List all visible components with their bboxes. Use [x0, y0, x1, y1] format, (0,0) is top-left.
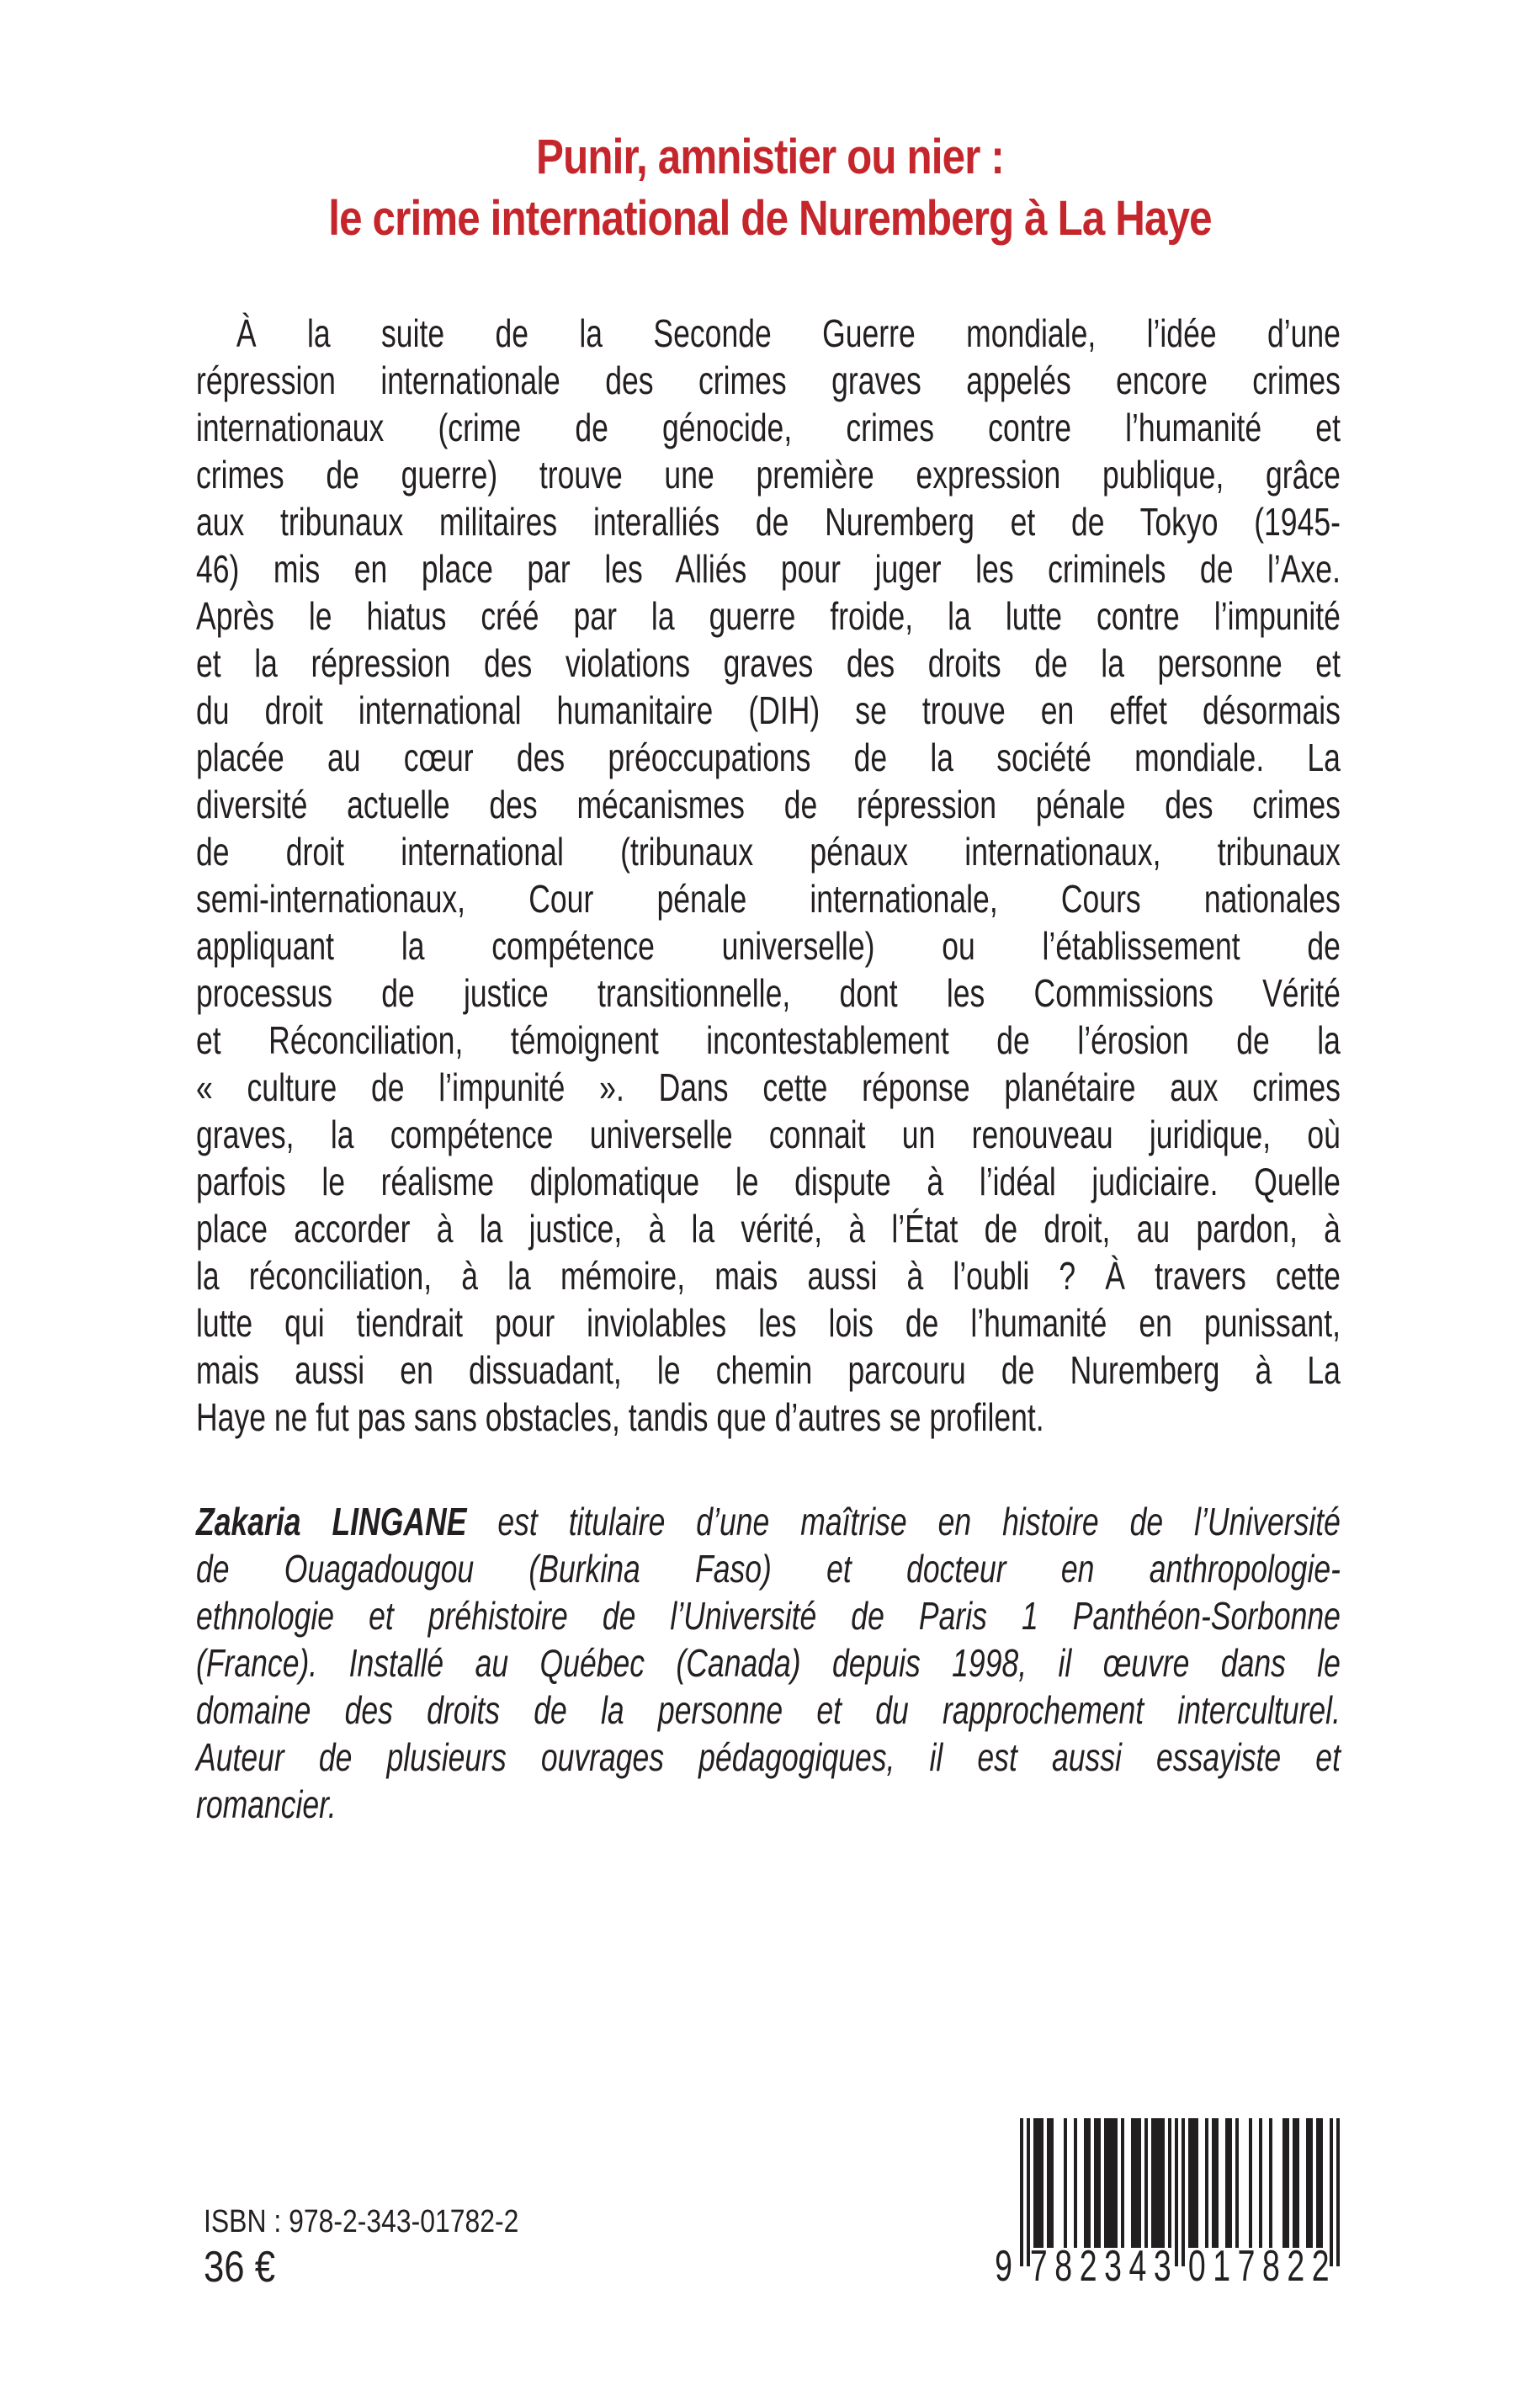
barcode-bar — [1050, 2118, 1054, 2248]
text-line: de droit international (tribunaux pénaux internationaux, tribunaux — [196, 830, 1341, 874]
barcode-bar — [1235, 2118, 1239, 2248]
text-line: la réconciliation, à la mémoire, mais aussi à l’oubli ? À travers cette — [196, 1254, 1341, 1298]
book-title — [115, 126, 1425, 249]
barcode-digit: 7 — [1029, 2242, 1048, 2291]
text-line: répression internationale des crimes graves appelés encore crimes — [196, 359, 1341, 402]
isbn-text: ISBN : 978-2-343-01782-2 — [204, 2204, 519, 2239]
barcode-bar — [1309, 2118, 1313, 2248]
text-line: diversité actuelle des mécanismes de répression pénale des crimes — [196, 783, 1341, 826]
barcode-bar — [1249, 2118, 1252, 2248]
barcode-bar — [1138, 2118, 1141, 2248]
barcode — [995, 2118, 1340, 2291]
bio-lines — [196, 1545, 1341, 1828]
barcode-bar — [1121, 2118, 1124, 2248]
text-line: « culture de l’impunité ». Dans cette réponse planétaire aux crimes — [196, 1065, 1341, 1109]
barcode-bar — [1040, 2118, 1043, 2248]
barcode-bar — [1064, 2118, 1067, 2248]
barcode-digit: 9 — [995, 2242, 1012, 2291]
price-text: 36 € — [204, 2243, 276, 2292]
text-line: Haye ne fut pas sans obstacles, tandis que d’autres se profilent. — [196, 1395, 1044, 1439]
text-line: et Réconciliation, témoignent incontestablement de l’érosion de la — [196, 1018, 1341, 1062]
barcode-digit: 2 — [1311, 2242, 1330, 2291]
barcode-bar — [1229, 2118, 1232, 2248]
author-name: Zakaria LINGANE — [196, 1500, 467, 1543]
footer-block — [204, 2202, 518, 2291]
text-line: du droit international humanitaire (DIH) se trouve en effet désormais — [196, 688, 1341, 732]
text-line: appliquant la compétence universelle) ou l’établissement de — [196, 924, 1341, 968]
text-line: internationaux (crime de génocide, crimes contre l’humanité et — [196, 406, 1341, 449]
text-line: de Ouagadougou (Burkina Faso) et docteur en anthropologie- — [196, 1547, 1341, 1591]
barcode-bar — [1074, 2118, 1077, 2248]
barcode-digit: 0 — [1187, 2242, 1206, 2291]
barcode-digit: 8 — [1261, 2242, 1280, 2291]
barcode-digit: 1 — [1213, 2242, 1231, 2291]
barcode-digits-right — [1187, 2242, 1330, 2291]
barcode-digit-lead — [995, 2242, 1015, 2291]
text-line: placée au cœur des préoccupations de la société mondiale. La — [196, 736, 1341, 779]
barcode-bar — [1168, 2118, 1171, 2248]
barcode-digit: 2 — [1079, 2242, 1097, 2291]
title-line-1: Punir, amnistier ou nier : — [536, 130, 1004, 184]
text-line: crimes de guerre) trouve une première expression publique, grâce — [196, 453, 1341, 497]
text-line: mais aussi en dissuadant, le chemin parcouru de Nuremberg à La — [196, 1348, 1341, 1392]
barcode-bar — [1320, 2118, 1323, 2248]
barcode-bar — [1286, 2118, 1289, 2248]
barcode-bar — [1215, 2118, 1219, 2248]
text-line: et la répression des violations graves des droits de la personne et — [196, 641, 1341, 685]
barcode-bar — [1296, 2118, 1299, 2248]
text-line: parfois le réalisme diplomatique le dispute à l’idéal judiciaire. Quelle — [196, 1160, 1341, 1203]
barcode-bar — [1114, 2118, 1118, 2248]
text-line: 46) mis en place par les Alliés pour juger les criminels de l’Axe. — [196, 547, 1341, 591]
barcode-bar — [1144, 2118, 1148, 2248]
text-line: domaine des droits de la personne et du rapprochement interculturel. — [196, 1688, 1341, 1732]
text-line: place accorder à la justice, à la vérité, à l’État de droit, au pardon, à — [196, 1207, 1341, 1251]
bio-first-line-text: est titulaire d’une maîtrise en histoire de l’Université — [497, 1500, 1341, 1543]
text-line: (France). Installé au Québec (Canada) depuis 1998, il œuvre dans le — [196, 1641, 1341, 1685]
title-line-2: le crime international de Nuremberg à La Haye — [328, 191, 1212, 246]
barcode-digit: 3 — [1104, 2242, 1122, 2291]
barcode-bar — [1269, 2118, 1272, 2248]
synopsis — [196, 310, 1341, 1441]
text-line: ethnologie et préhistoire de l’Université de Paris 1 Panthéon-Sorbonne — [196, 1594, 1341, 1638]
barcode-bar — [1087, 2118, 1091, 2248]
barcode-bar — [1259, 2118, 1262, 2248]
author-bio — [196, 1498, 1341, 1828]
text-line: semi-internationaux, Cour pénale internationale, Cours nationales — [196, 877, 1341, 921]
text-line: romancier. — [196, 1782, 337, 1826]
barcode-digits-left — [1029, 2242, 1171, 2291]
barcode-bar — [1205, 2118, 1208, 2248]
barcode-bar — [1161, 2118, 1165, 2248]
barcode-bar — [1195, 2118, 1198, 2248]
barcode-bar — [1097, 2118, 1101, 2248]
barcode-digit: 8 — [1054, 2242, 1073, 2291]
text-line: graves, la compétence universelle connait un renouveau juridique, où — [196, 1113, 1341, 1156]
text-line: Après le hiatus créé par la guerre froide, la lutte contre l’impunité — [196, 594, 1341, 638]
text-line: Auteur de plusieurs ouvrages pédagogiques, il est aussi essayiste et — [196, 1735, 1341, 1779]
text-line: processus de justice transitionnelle, dont les Commissions Vérité — [196, 971, 1341, 1015]
barcode-digit: 7 — [1237, 2242, 1256, 2291]
barcode-digit: 2 — [1287, 2242, 1305, 2291]
text-line: lutte qui tiendrait pour inviolables les lois de l’humanité en punissant, — [196, 1301, 1341, 1345]
barcode-digits — [993, 2242, 1345, 2291]
text-line: aux tribunaux militaires interalliés de Nuremberg et de Tokyo (1945- — [196, 500, 1341, 544]
bio-line-first — [196, 1498, 1341, 1545]
barcode-digit: 4 — [1128, 2242, 1147, 2291]
text-line: À la suite de la Seconde Guerre mondiale, l’idée d’une — [236, 311, 1341, 355]
barcode-digit: 3 — [1153, 2242, 1171, 2291]
